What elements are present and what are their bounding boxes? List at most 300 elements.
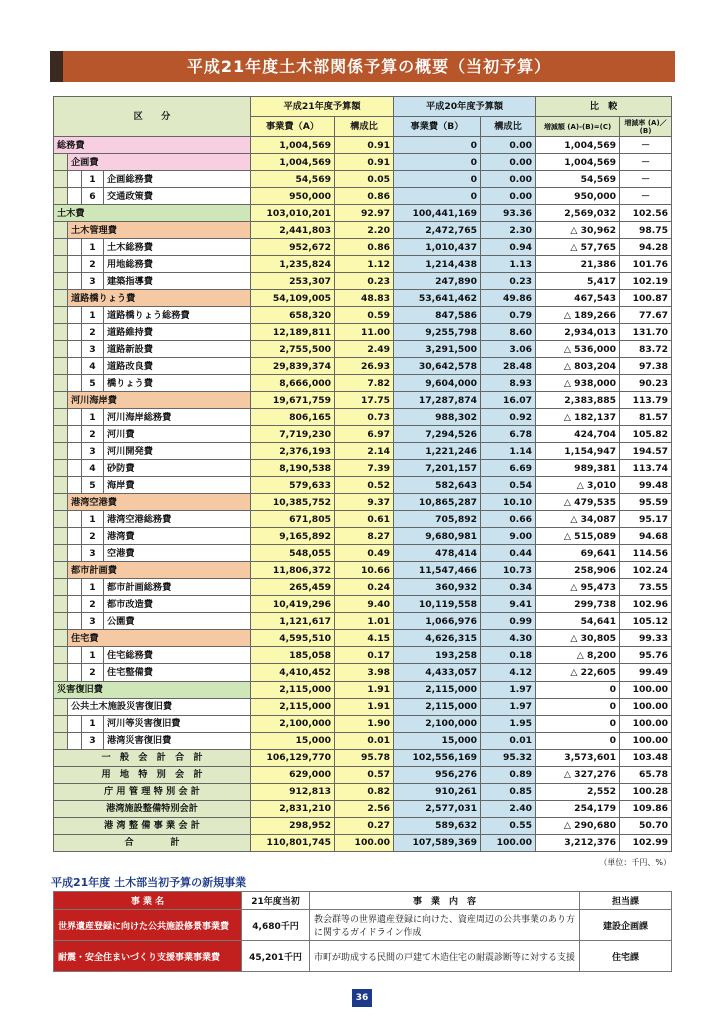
indent-cell [68, 375, 82, 392]
indent-cell [54, 273, 68, 290]
indent-cell [68, 273, 82, 290]
header-h21: 平成21年度予算額 [251, 97, 394, 117]
ratio-b: 1.13 [481, 256, 536, 273]
title-bar [50, 51, 675, 82]
np-amount: 4,680千円 [242, 910, 310, 941]
table-row [54, 307, 672, 324]
rate: － [620, 171, 672, 188]
np-header-content: 事 業 内 容 [310, 892, 580, 910]
row-number: 1 [82, 511, 104, 528]
ratio-b: 1.97 [481, 698, 536, 715]
indent-cell [54, 596, 68, 613]
indent-cell [68, 443, 82, 460]
rate: 94.68 [620, 528, 672, 545]
ratio-a: 7.39 [335, 460, 394, 477]
indent-cell [54, 256, 68, 273]
indent-cell [68, 358, 82, 375]
indent-cell [54, 375, 68, 392]
value-a: 185,058 [251, 647, 335, 664]
diff-c: △ 536,000 [536, 341, 620, 358]
rate: 105.82 [620, 426, 672, 443]
ratio-a: 0.01 [335, 732, 394, 749]
rate: 81.57 [620, 409, 672, 426]
value-a: 54,109,005 [251, 290, 335, 307]
ratio-a: 100.00 [335, 834, 394, 851]
indent-cell [68, 511, 82, 528]
value-a: 9,165,892 [251, 528, 335, 545]
diff-c: 950,000 [536, 188, 620, 205]
diff-c: 54,569 [536, 171, 620, 188]
np-header-amount: 21年度当初 [242, 892, 310, 910]
table-row [54, 171, 672, 188]
table-row [54, 596, 672, 613]
diff-c: △ 290,680 [536, 817, 620, 834]
row-number: 4 [82, 358, 104, 375]
rate: 102.19 [620, 273, 672, 290]
np-header-name: 事 業 名 [54, 892, 242, 910]
indent-cell [54, 511, 68, 528]
value-a: 1,004,569 [251, 154, 335, 171]
row-number: 2 [82, 528, 104, 545]
rate: 100.00 [620, 681, 672, 698]
diff-c: △ 515,089 [536, 528, 620, 545]
value-a: 950,000 [251, 188, 335, 205]
table-row [54, 732, 672, 749]
diff-c: 254,179 [536, 800, 620, 817]
value-b: 9,604,000 [394, 375, 481, 392]
rate: 90.23 [620, 375, 672, 392]
indent-cell [68, 256, 82, 273]
new-projects-title: 平成21年度 土木部当初予算の新規事業 [51, 876, 247, 889]
row-number: 3 [82, 341, 104, 358]
rate: 77.67 [620, 307, 672, 324]
ratio-a: 0.52 [335, 477, 394, 494]
ratio-b: 1.97 [481, 681, 536, 698]
ratio-a: 1.91 [335, 698, 394, 715]
ratio-a: 10.66 [335, 562, 394, 579]
value-b: 847,586 [394, 307, 481, 324]
value-b: 102,556,169 [394, 749, 481, 766]
value-b: 988,302 [394, 409, 481, 426]
indent-cell [68, 579, 82, 596]
indent-cell [68, 188, 82, 205]
value-b: 15,000 [394, 732, 481, 749]
table-row [54, 426, 672, 443]
ratio-b: 0.00 [481, 188, 536, 205]
diff-c: △ 938,000 [536, 375, 620, 392]
ratio-a: 0.57 [335, 766, 394, 783]
ratio-b: 0.00 [481, 171, 536, 188]
rate: 102.96 [620, 596, 672, 613]
row-number: 3 [82, 443, 104, 460]
value-a: 106,129,770 [251, 749, 335, 766]
value-a: 29,839,374 [251, 358, 335, 375]
ratio-b: 6.78 [481, 426, 536, 443]
row-number: 2 [82, 596, 104, 613]
ratio-a: 11.00 [335, 324, 394, 341]
ratio-a: 0.73 [335, 409, 394, 426]
rate: 100.00 [620, 732, 672, 749]
indent-cell [54, 477, 68, 494]
table-row [54, 630, 672, 647]
table-row [54, 256, 672, 273]
row-number: 6 [82, 188, 104, 205]
ratio-a: 1.90 [335, 715, 394, 732]
value-a: 103,010,201 [251, 205, 335, 222]
row-number: 2 [82, 324, 104, 341]
rate: － [620, 188, 672, 205]
indent-cell [68, 596, 82, 613]
ratio-b: 0.85 [481, 783, 536, 800]
ratio-a: 0.91 [335, 137, 394, 154]
value-a: 4,410,452 [251, 664, 335, 681]
ratio-b: 0.92 [481, 409, 536, 426]
diff-c: △ 57,765 [536, 239, 620, 256]
indent-cell [54, 426, 68, 443]
table-row [54, 715, 672, 732]
row-label: 道路新設費 [104, 341, 251, 358]
row-number: 1 [82, 647, 104, 664]
row-label: 一 般 会 計 合 計 [54, 749, 251, 766]
row-label: 都市計画総務費 [104, 579, 251, 596]
ratio-b: 8.60 [481, 324, 536, 341]
rate: 97.38 [620, 358, 672, 375]
row-label: 用 地 特 別 会 計 [54, 766, 251, 783]
row-label: 都市計画費 [68, 562, 251, 579]
value-a: 671,805 [251, 511, 335, 528]
diff-c: 1,004,569 [536, 154, 620, 171]
table-row [54, 409, 672, 426]
ratio-a: 6.97 [335, 426, 394, 443]
row-number: 2 [82, 426, 104, 443]
value-a: 658,320 [251, 307, 335, 324]
value-b: 17,287,874 [394, 392, 481, 409]
ratio-a: 2.49 [335, 341, 394, 358]
ratio-a: 0.24 [335, 579, 394, 596]
indent-cell [54, 494, 68, 511]
ratio-a: 7.82 [335, 375, 394, 392]
value-a: 2,115,000 [251, 681, 335, 698]
indent-cell [68, 613, 82, 630]
value-b: 7,201,157 [394, 460, 481, 477]
table-row [54, 511, 672, 528]
indent-cell [54, 392, 68, 409]
diff-c: 2,552 [536, 783, 620, 800]
ratio-a: 95.78 [335, 749, 394, 766]
diff-c: △ 95,473 [536, 579, 620, 596]
ratio-b: 2.30 [481, 222, 536, 239]
value-a: 912,813 [251, 783, 335, 800]
ratio-b: 93.36 [481, 205, 536, 222]
table-row [54, 290, 672, 307]
rate: 101.76 [620, 256, 672, 273]
value-b: 582,643 [394, 477, 481, 494]
row-label: 住宅費 [68, 630, 251, 647]
rate: 99.48 [620, 477, 672, 494]
np-name: 世界遺産登録に向けた公共施設修景事業費 [54, 910, 242, 941]
value-a: 2,376,193 [251, 443, 335, 460]
rate: 113.74 [620, 460, 672, 477]
table-row [54, 324, 672, 341]
value-b: 53,641,462 [394, 290, 481, 307]
indent-cell [54, 154, 68, 171]
row-number: 3 [82, 613, 104, 630]
row-label: 災害復旧費 [54, 681, 251, 698]
row-label: 建築指導費 [104, 273, 251, 290]
value-b: 910,261 [394, 783, 481, 800]
indent-cell [68, 307, 82, 324]
value-a: 298,952 [251, 817, 335, 834]
diff-c: △ 182,137 [536, 409, 620, 426]
indent-cell [68, 460, 82, 477]
rate: 102.99 [620, 834, 672, 851]
row-label: 道路改良費 [104, 358, 251, 375]
value-b: 247,890 [394, 273, 481, 290]
row-label: 港湾施設整備特別会計 [54, 800, 251, 817]
header-hikaku: 比 較 [536, 97, 672, 117]
diff-c: 2,569,032 [536, 205, 620, 222]
value-a: 2,831,210 [251, 800, 335, 817]
ratio-a: 2.20 [335, 222, 394, 239]
ratio-a: 0.23 [335, 273, 394, 290]
ratio-b: 100.00 [481, 834, 536, 851]
ratio-a: 1.91 [335, 681, 394, 698]
rate: 50.70 [620, 817, 672, 834]
ratio-b: 3.06 [481, 341, 536, 358]
row-label: 企画費 [68, 154, 251, 171]
np-dept: 建設企画課 [580, 910, 672, 941]
table-row [54, 137, 672, 154]
ratio-b: 0.44 [481, 545, 536, 562]
indent-cell [68, 732, 82, 749]
row-number: 5 [82, 477, 104, 494]
row-label: 河川海岸費 [68, 392, 251, 409]
table-row [54, 528, 672, 545]
row-label: 用地総務費 [104, 256, 251, 273]
diff-c: △ 803,204 [536, 358, 620, 375]
ratio-b: 10.10 [481, 494, 536, 511]
indent-cell [54, 460, 68, 477]
diff-c: △ 189,266 [536, 307, 620, 324]
ratio-a: 0.49 [335, 545, 394, 562]
indent-cell [54, 358, 68, 375]
row-number: 1 [82, 239, 104, 256]
rate: 65.78 [620, 766, 672, 783]
row-label: 庁 用 管 理 特 別 会 計 [54, 783, 251, 800]
table-row [54, 613, 672, 630]
value-b: 0 [394, 171, 481, 188]
ratio-b: 0.99 [481, 613, 536, 630]
value-a: 548,055 [251, 545, 335, 562]
page-number: 36 [352, 989, 372, 1007]
value-a: 806,165 [251, 409, 335, 426]
row-label: 港湾費 [104, 528, 251, 545]
unit-note: （単位：千円、%） [599, 858, 671, 867]
diff-c: △ 327,276 [536, 766, 620, 783]
indent-cell [54, 222, 68, 239]
ratio-b: 95.32 [481, 749, 536, 766]
table-row [54, 239, 672, 256]
ratio-b: 16.07 [481, 392, 536, 409]
row-label: 住宅総務費 [104, 647, 251, 664]
indent-cell [54, 732, 68, 749]
diff-c: 1,004,569 [536, 137, 620, 154]
rate: 73.55 [620, 579, 672, 596]
diff-c: 989,381 [536, 460, 620, 477]
ratio-b: 0.18 [481, 647, 536, 664]
ratio-b: 10.73 [481, 562, 536, 579]
row-number: 1 [82, 579, 104, 596]
np-dept: 住宅課 [580, 941, 672, 972]
ratio-b: 9.00 [481, 528, 536, 545]
diff-c: △ 8,200 [536, 647, 620, 664]
ratio-b: 1.95 [481, 715, 536, 732]
value-a: 10,419,296 [251, 596, 335, 613]
rate: 105.12 [620, 613, 672, 630]
value-a: 110,801,745 [251, 834, 335, 851]
row-label: 総務費 [54, 137, 251, 154]
row-label: 港湾空港総務費 [104, 511, 251, 528]
value-b: 7,294,526 [394, 426, 481, 443]
value-a: 1,235,824 [251, 256, 335, 273]
ratio-b: 9.41 [481, 596, 536, 613]
value-a: 253,307 [251, 273, 335, 290]
ratio-a: 92.97 [335, 205, 394, 222]
rate: 100.00 [620, 698, 672, 715]
rate: 100.28 [620, 783, 672, 800]
indent-cell [68, 647, 82, 664]
row-label: 港湾空港費 [68, 494, 251, 511]
diff-c: 5,417 [536, 273, 620, 290]
ratio-b: 0.94 [481, 239, 536, 256]
indent-cell [54, 613, 68, 630]
value-b: 705,892 [394, 511, 481, 528]
value-b: 589,632 [394, 817, 481, 834]
rate: 102.24 [620, 562, 672, 579]
value-b: 9,680,981 [394, 528, 481, 545]
indent-cell [54, 341, 68, 358]
rate: 83.72 [620, 341, 672, 358]
indent-cell [68, 477, 82, 494]
indent-cell [54, 324, 68, 341]
row-number: 1 [82, 409, 104, 426]
table-row [54, 783, 672, 800]
indent-cell [54, 239, 68, 256]
ratio-b: 4.30 [481, 630, 536, 647]
value-b: 0 [394, 137, 481, 154]
row-number: 3 [82, 732, 104, 749]
value-b: 2,115,000 [394, 698, 481, 715]
ratio-a: 0.86 [335, 239, 394, 256]
value-a: 8,666,000 [251, 375, 335, 392]
row-label: 海岸費 [104, 477, 251, 494]
indent-cell [68, 528, 82, 545]
diff-c: 424,704 [536, 426, 620, 443]
indent-cell [54, 698, 68, 715]
diff-c: △ 30,805 [536, 630, 620, 647]
indent-cell [54, 443, 68, 460]
indent-cell [54, 562, 68, 579]
ratio-a: 0.82 [335, 783, 394, 800]
value-a: 7,719,230 [251, 426, 335, 443]
value-a: 629,000 [251, 766, 335, 783]
rate: 109.86 [620, 800, 672, 817]
value-b: 30,642,578 [394, 358, 481, 375]
value-b: 2,577,031 [394, 800, 481, 817]
diff-c: 1,154,947 [536, 443, 620, 460]
ratio-a: 9.37 [335, 494, 394, 511]
rate: － [620, 137, 672, 154]
rate: 94.28 [620, 239, 672, 256]
diff-c: 3,212,376 [536, 834, 620, 851]
table-row [54, 681, 672, 698]
row-label: 空港費 [104, 545, 251, 562]
row-label: 道路橋りょう総務費 [104, 307, 251, 324]
value-a: 2,441,803 [251, 222, 335, 239]
np-amount: 45,201千円 [242, 941, 310, 972]
table-row [54, 817, 672, 834]
ratio-a: 3.98 [335, 664, 394, 681]
header-h20: 平成20年度予算額 [394, 97, 536, 117]
indent-cell [68, 409, 82, 426]
rate: 102.56 [620, 205, 672, 222]
row-number: 3 [82, 273, 104, 290]
indent-cell [68, 341, 82, 358]
ratio-a: 9.40 [335, 596, 394, 613]
np-header-dept: 担当課 [580, 892, 672, 910]
table-row [54, 494, 672, 511]
ratio-a: 0.61 [335, 511, 394, 528]
row-label: 公共土木施設災害復旧費 [68, 698, 251, 715]
row-label: 住宅整備費 [104, 664, 251, 681]
row-label: 合 計 [54, 834, 251, 851]
budget-table [53, 96, 672, 852]
value-b: 956,276 [394, 766, 481, 783]
value-b: 360,932 [394, 579, 481, 596]
ratio-a: 0.27 [335, 817, 394, 834]
value-a: 1,004,569 [251, 137, 335, 154]
ratio-a: 48.83 [335, 290, 394, 307]
rate: 103.48 [620, 749, 672, 766]
value-b: 4,626,315 [394, 630, 481, 647]
value-a: 54,569 [251, 171, 335, 188]
indent-cell [68, 171, 82, 188]
ratio-b: 0.00 [481, 154, 536, 171]
value-b: 1,221,246 [394, 443, 481, 460]
diff-c: 299,738 [536, 596, 620, 613]
value-b: 1,214,438 [394, 256, 481, 273]
ratio-a: 2.14 [335, 443, 394, 460]
indent-cell [68, 324, 82, 341]
rate: 100.87 [620, 290, 672, 307]
table-row [54, 358, 672, 375]
value-b: 1,066,976 [394, 613, 481, 630]
value-a: 2,115,000 [251, 698, 335, 715]
rate: 95.17 [620, 511, 672, 528]
value-b: 10,119,558 [394, 596, 481, 613]
value-a: 265,459 [251, 579, 335, 596]
rate: 99.49 [620, 664, 672, 681]
header-jigyo-b: 事業費（B） [394, 117, 481, 137]
value-b: 9,255,798 [394, 324, 481, 341]
value-b: 2,472,765 [394, 222, 481, 239]
rate: 98.75 [620, 222, 672, 239]
table-row [54, 205, 672, 222]
diff-c: 69,641 [536, 545, 620, 562]
indent-cell [54, 171, 68, 188]
row-label: 企画総務費 [104, 171, 251, 188]
row-label: 砂防費 [104, 460, 251, 477]
